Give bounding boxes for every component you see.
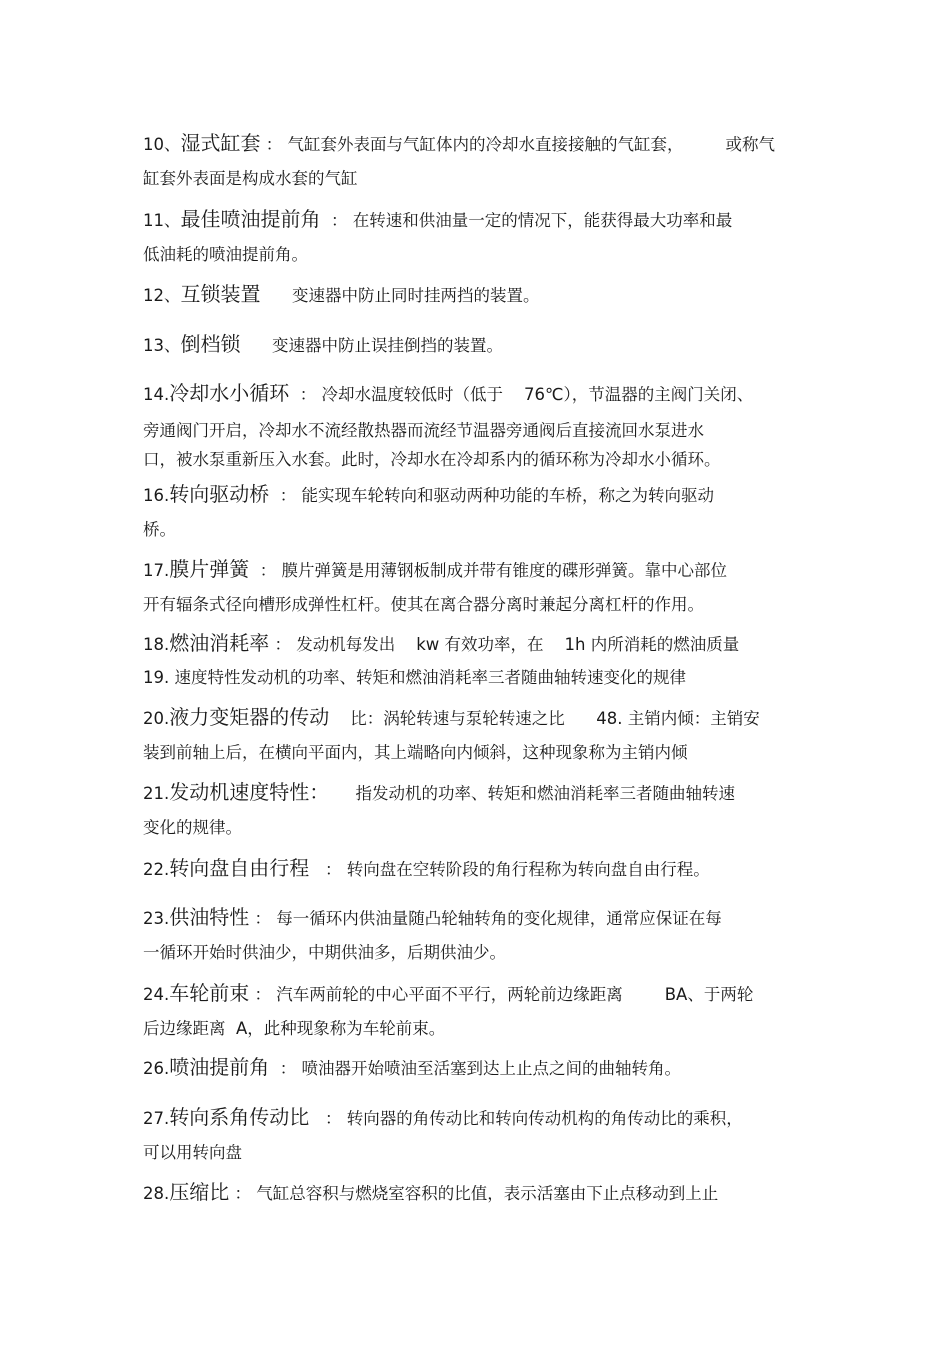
entry-definition: 变速器中防止误挂倒挡的装置。 [271,336,503,355]
entry-separator [241,336,272,355]
entry-continuation-line: 变化的规律。 [143,818,242,837]
entry-number: 11、 [143,211,181,230]
entry-separator: ： [249,561,282,580]
entry-number: 26. [143,1059,170,1078]
glossary-entry-11 [143,202,823,272]
entry-term: 湿式缸套 [180,131,261,155]
entry-continuation-line: 后边缘距离 A，此种现象称为车轮前束。 [143,1019,446,1038]
glossary-entry-21 [143,775,823,845]
entry-term: 转向系角传动比 [169,1105,310,1129]
entry-definition: 汽车两前轮的中心平面不平行，两轮前边缘距离 BA、于两轮 [276,985,754,1004]
entry-number: 18. [143,635,170,654]
entry-number: 21. [143,784,170,803]
entry-separator: ： [309,860,347,879]
entry-continuation-line: 开有辐条式径向槽形成弹性杠杆。使其在离合器分离时兼起分离杠杆的作用。 [143,595,704,614]
entry-first-line [143,775,823,811]
entry-separator: ： [309,1109,347,1128]
entry-term: 喷油提前角 [169,1055,270,1079]
entry-continuation-line: 桥。 [143,520,176,539]
entry-number: 17. [143,561,170,580]
entry-separator [329,709,350,728]
entry-definition: 气缸总容积与燃烧室容积的比值，表示活塞由下止点移动到上止 [256,1184,719,1203]
glossary-entry-13 [143,327,823,363]
glossary-entry-22 [143,851,823,887]
entry-definition: 膜片弹簧是用薄钢板制成并带有锥度的碟形弹簧。靠中心部位 [281,561,727,580]
entry-separator: ： [249,985,277,1004]
entry-number: 19. [143,668,170,687]
entry-first-line [143,851,823,887]
entry-separator: ： [320,211,353,230]
entry-term: 倒档锁 [180,332,241,356]
entry-separator [261,286,292,305]
entry-number: 13、 [143,336,181,355]
entry-number: 24. [143,985,170,1004]
entry-term: 燃油消耗率 [169,631,270,655]
entry-definition: 速度特性发动机的功率、转矩和燃油消耗率三者随曲轴转速变化的规律 [174,668,686,687]
entry-term: 车轮前束 [169,981,250,1005]
entry-definition: 冷却水温度较低时（低于 76℃），节温器的主阀门关闭、 [321,385,754,404]
glossary-entry-10 [143,126,823,196]
entry-continuation-line: 旁通阀门开启，冷却水不流经散热器而流经节温器旁通阀后直接流回水泵进水 [143,421,704,440]
entry-definition: 在转速和供油量一定的情况下，能获得最大功率和最 [352,211,733,230]
entry-definition: 每一循环内供油量随凸轮轴转角的变化规律，通常应保证在每 [276,909,722,928]
entry-first-line [143,700,823,736]
glossary-entry-27 [143,1100,823,1170]
entry-continuation-line: 口，被水泵重新压入水套。此时，冷却水在冷却系内的循环称为冷却水小循环。 [143,450,721,469]
entry-separator: ： [229,1184,257,1203]
entry-first-line [143,661,823,695]
entry-first-line [143,477,823,513]
entry-first-line [143,626,823,662]
entry-number: 16. [143,486,170,505]
entry-definition: 发动机每发出 kw 有效功率，在 1h 内所消耗的燃油质量 [296,635,740,654]
glossary-entry-16 [143,477,823,547]
entry-separator: ： [269,635,297,654]
entry-first-line [143,1100,823,1136]
entry-number: 12、 [143,286,181,305]
entry-number: 28. [143,1184,170,1203]
entry-first-line [143,327,823,363]
entry-first-line [143,552,823,588]
entry-number: 14. [143,385,170,404]
glossary-entry-20 [143,700,823,770]
entry-definition: 喷油器开始喷油至活塞到达上止点之间的曲轴转角。 [301,1059,681,1078]
entry-separator: ： [289,385,322,404]
entry-definition: 转向盘在空转阶段的角行程称为转向盘自由行程。 [346,860,710,879]
entry-term: 互锁装置 [180,282,261,306]
entry-number: 20. [143,709,170,728]
entry-first-line [143,277,823,313]
entry-separator: ： [269,1059,302,1078]
entry-first-line [143,376,823,412]
entry-first-line [143,202,823,238]
entry-continuation-line: 可以用转向盘 [143,1143,242,1162]
entry-term: 最佳喷油提前角 [180,207,321,231]
entry-number: 22. [143,860,170,879]
entry-separator: ： [260,135,288,154]
entry-definition: 指发动机的功率、转矩和燃油消耗率三者随曲轴转速 [355,784,735,803]
glossary-entry-14 [143,376,823,474]
entry-separator [329,784,355,803]
glossary-entry-24 [143,976,823,1046]
entry-term: 供油特性 [169,905,250,929]
entry-term: 压缩比 [169,1180,230,1204]
glossary-entry-28 [143,1175,823,1211]
glossary-entry-12 [143,277,823,313]
entry-term: 发动机速度特性： [169,780,330,804]
entry-first-line [143,976,823,1012]
glossary-entry-23 [143,900,823,970]
glossary-entry-26 [143,1050,823,1086]
entry-term: 膜片弹簧 [169,557,250,581]
entry-definition: 变速器中防止同时挂两挡的装置。 [291,286,540,305]
entry-number: 10、 [143,135,181,154]
entry-separator: ： [269,486,302,505]
entry-number: 23. [143,909,170,928]
entry-definition: 能实现车轮转向和驱动两种功能的车桥，称之为转向驱动 [301,486,714,505]
entry-number: 27. [143,1109,170,1128]
glossary-entry-17 [143,552,823,622]
glossary-entry-18 [143,626,823,662]
entry-definition: 转向器的角传动比和转向传动机构的角传动比的乘积， [346,1109,743,1128]
entry-definition: 气缸套外表面与气缸体内的冷却水直接接触的气缸套， 或称气 [287,135,775,154]
entry-continuation-line: 缸套外表面是构成水套的气缸 [143,169,358,188]
entry-first-line [143,1050,823,1086]
entry-term: 转向盘自由行程 [169,856,310,880]
entry-first-line [143,126,823,162]
entry-first-line [143,900,823,936]
entry-term: 液力变矩器的传动 [169,705,330,729]
entry-continuation-line: 装到前轴上后，在横向平面内，其上端略向内倾斜，这种现象称为主销内倾 [143,743,688,762]
entry-continuation-line: 一循环开始时供油少，中期供油多，后期供油少。 [143,943,506,962]
entry-definition: 比：涡轮转速与泵轮转速之比 48. 主销内倾：主销安 [350,709,760,728]
entry-term: 冷却水小循环 [169,381,290,405]
entry-separator: ： [249,909,277,928]
entry-term: 转向驱动桥 [169,482,270,506]
glossary-entry-19 [143,661,823,695]
entry-continuation-line: 低油耗的喷油提前角。 [143,245,308,264]
entry-first-line [143,1175,823,1211]
